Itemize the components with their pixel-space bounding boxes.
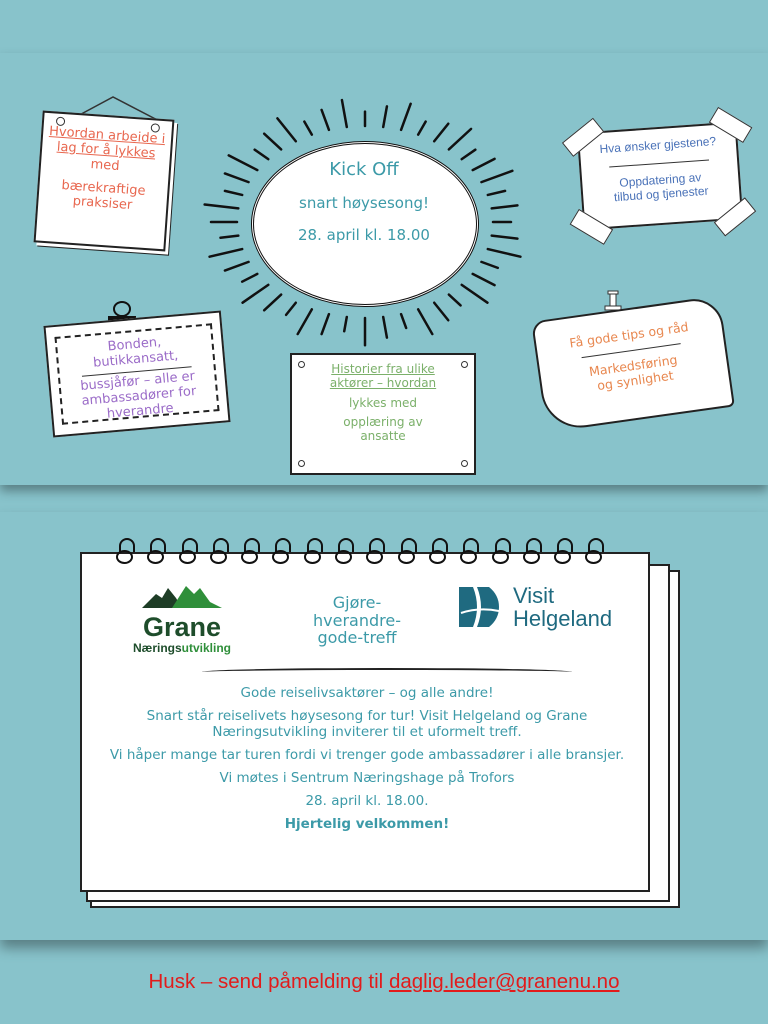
footer-reminder: [0, 970, 768, 994]
hanging-sign-note: [34, 111, 175, 252]
grane-sub-a: Nærings: [132, 641, 182, 655]
divider-line: [202, 668, 572, 676]
sign-line2: med: [90, 156, 121, 174]
spiral-ring-icon: [272, 538, 292, 566]
notebook: [80, 552, 650, 892]
invitation-greeting: Gode reiselivsaktører – og alle andre!: [240, 685, 494, 701]
spiral-ring-icon: [366, 538, 386, 566]
invitation-date: 28. april kl. 18.00.: [305, 792, 429, 809]
dashed-border: [54, 323, 219, 424]
screw-icon: [461, 361, 468, 368]
slogan-line3: gode-treff: [317, 628, 397, 648]
spiral-ring-icon: [460, 538, 480, 566]
footer-text: Husk – send påmelding til: [148, 970, 389, 993]
spiral-ring-icon: [210, 538, 230, 566]
spiral-ring-icon: [304, 538, 324, 566]
board-heading: Historier fra ulike aktører – hvordan: [329, 362, 437, 390]
visit-line1: Visit: [513, 583, 555, 608]
spiral-ring-icon: [398, 538, 418, 566]
kickoff-subtitle: snart høysesong!: [299, 194, 429, 212]
spiral-ring-icon: [241, 538, 261, 566]
sign-line3: bærekraftige praksiser: [60, 177, 147, 213]
spiral-ring-icon: [429, 538, 449, 566]
stories-board: [290, 353, 476, 475]
scroll-heading: Få gode tips og råd: [568, 319, 690, 351]
spiral-ring-icon: [147, 538, 167, 566]
email-link[interactable]: daglig.leder@granenu.no: [388, 970, 620, 993]
slogan: [287, 594, 427, 647]
invitation-welcome: Hjertelig velkommen!: [284, 815, 450, 832]
screw-icon: [298, 361, 305, 368]
taped-note-heading: Hva ønsker gjestene?: [599, 134, 717, 157]
invitation-location: Vi møtes i Sentrum Næringshage på Trofors: [219, 769, 515, 786]
top-band: [0, 0, 768, 53]
visit-line2: Helgeland: [513, 606, 613, 632]
board-line3: opplæring av ansatte: [343, 415, 423, 444]
screw-icon: [298, 460, 305, 467]
clip-note: [43, 310, 230, 437]
clip-note-body: bussjåfør – alle er ambassadører for hverandre: [79, 368, 197, 422]
scroll-body: Markedsføring og synlighet: [588, 352, 679, 393]
spiral-ring-icon: [179, 538, 199, 566]
clip-note-heading: Bonden, butikkansatt,: [92, 334, 179, 371]
grane-sub-b: utvikling: [181, 641, 232, 655]
spiral-ring-icon: [523, 538, 543, 566]
spiral-ring-icon: [585, 538, 605, 566]
spiral-ring-icon: [335, 538, 355, 566]
kickoff-title: Kick Off: [329, 159, 399, 180]
grane-subtitle: [122, 641, 242, 655]
slogan-line2: hverandre-: [313, 610, 401, 630]
trees-icon: [142, 584, 222, 610]
spiral-ring-icon: [116, 538, 136, 566]
taped-note: [577, 122, 743, 231]
invitation-intro: Snart står reiselivets høysesong for tur! Visit Helgeland og Grane Næringsutvikling inviterer til et uformelt treff.: [146, 707, 588, 740]
screw-icon: [461, 460, 468, 467]
slogan-line1: Gjøre-: [332, 593, 382, 612]
visit-helgeland-logo: [457, 584, 612, 630]
spiral-ring-icon: [554, 538, 574, 566]
kickoff-date: 28. april kl. 18.00: [298, 226, 430, 244]
kickoff-sun: [251, 141, 477, 305]
taped-note-body: Oppdatering av tilbud og tjenester: [613, 169, 709, 204]
invitation-reason: Vi håper mange tar turen fordi vi trenger gode ambassadører i alle bransjer.: [109, 746, 625, 763]
grane-name: Grane: [142, 612, 222, 642]
sign-line1: Hvordan arbeide i lag for å lykkes: [48, 124, 166, 162]
board-line2: lykkes med: [348, 395, 418, 410]
spiral-ring-icon: [492, 538, 512, 566]
grane-logo: [122, 584, 242, 655]
notebook-spirals: [116, 538, 646, 568]
visit-helgeland-emblem-icon: [457, 585, 501, 629]
invitation-text: [92, 686, 642, 839]
